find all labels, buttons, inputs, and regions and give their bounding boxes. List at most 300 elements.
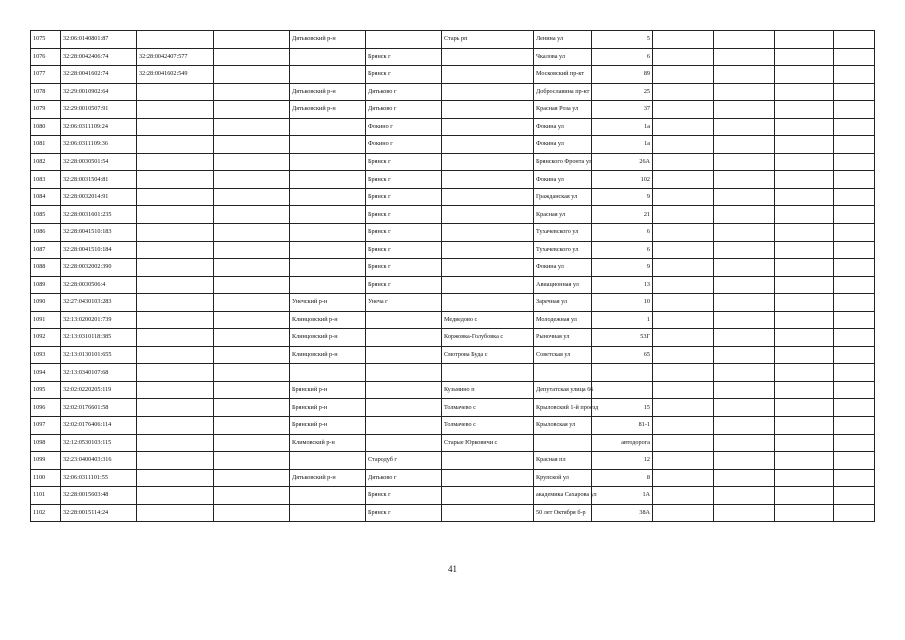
cell-kn2 (137, 346, 214, 364)
cell-city: Брянск г (366, 206, 442, 224)
cell-kn: 32:02:0176601:58 (61, 399, 137, 417)
cell-street: Брянского Фронта ул (534, 153, 592, 171)
table-row (31, 399, 875, 417)
cell-district: Брянский р-н (290, 381, 366, 399)
cell-kn2 (137, 434, 214, 452)
cell-street: Московский пр-кт (534, 66, 592, 84)
empty-cell (653, 241, 714, 259)
cell-city: Брянск г (366, 224, 442, 242)
cell-n: 1078 (31, 83, 61, 101)
cell-city: Брянск г (366, 241, 442, 259)
empty-cell (834, 48, 875, 66)
cell-district (290, 153, 366, 171)
cell-settlement (442, 188, 534, 206)
cell-house: 15 (592, 399, 653, 417)
table-row (31, 487, 875, 505)
empty-cell (653, 294, 714, 312)
empty-cell (214, 118, 290, 136)
empty-cell (775, 48, 834, 66)
empty-cell (214, 31, 290, 49)
cell-city: Брянск г (366, 504, 442, 522)
table-row (31, 171, 875, 189)
cell-district: Дятьковский р-н (290, 83, 366, 101)
cell-n: 1088 (31, 259, 61, 277)
cell-district: Климовский р-н (290, 434, 366, 452)
empty-cell (714, 487, 775, 505)
cell-n: 1086 (31, 224, 61, 242)
cell-kn2: 32:28:0041602:549 (137, 66, 214, 84)
empty-cell (214, 452, 290, 470)
cell-street: Красная ул (534, 206, 592, 224)
empty-cell (775, 294, 834, 312)
cell-n: 1090 (31, 294, 61, 312)
cell-kn2 (137, 171, 214, 189)
table-row (31, 329, 875, 347)
empty-cell (834, 434, 875, 452)
table-row (31, 276, 875, 294)
cell-kn: 32:12:0530103:115 (61, 434, 137, 452)
cell-city (366, 311, 442, 329)
empty-cell (653, 329, 714, 347)
empty-cell (653, 66, 714, 84)
empty-cell (834, 469, 875, 487)
empty-cell (834, 101, 875, 119)
cell-house: 6 (592, 48, 653, 66)
empty-cell (775, 224, 834, 242)
cell-kn: 32:06:0311109:24 (61, 118, 137, 136)
empty-cell (714, 434, 775, 452)
empty-cell (714, 259, 775, 277)
cell-settlement (442, 48, 534, 66)
cell-city (366, 364, 442, 382)
cell-district: Дятьковский р-н (290, 101, 366, 119)
empty-cell (775, 381, 834, 399)
empty-cell (834, 487, 875, 505)
cell-settlement (442, 101, 534, 119)
cell-n: 1092 (31, 329, 61, 347)
cell-house (592, 364, 653, 382)
cell-district (290, 224, 366, 242)
cell-district (290, 504, 366, 522)
empty-cell (714, 417, 775, 435)
cell-kn2 (137, 399, 214, 417)
table-row (31, 188, 875, 206)
cell-settlement: Старь рп (442, 31, 534, 49)
cell-n: 1089 (31, 276, 61, 294)
empty-cell (214, 504, 290, 522)
empty-cell (834, 206, 875, 224)
cell-kn: 32:28:0032002:390 (61, 259, 137, 277)
empty-cell (653, 188, 714, 206)
empty-cell (714, 206, 775, 224)
cell-kn: 32:23:0400403:316 (61, 452, 137, 470)
cell-n: 1080 (31, 118, 61, 136)
cell-house: 26А (592, 153, 653, 171)
cell-n: 1096 (31, 399, 61, 417)
cell-kn2 (137, 364, 214, 382)
cell-city (366, 399, 442, 417)
cell-street: Ленина ул (534, 31, 592, 49)
table-row (31, 434, 875, 452)
cell-n: 1101 (31, 487, 61, 505)
empty-cell (775, 329, 834, 347)
cell-kn2 (137, 276, 214, 294)
empty-cell (214, 136, 290, 154)
table-row (31, 381, 875, 399)
cell-city: Брянск г (366, 66, 442, 84)
empty-cell (834, 241, 875, 259)
empty-cell (653, 206, 714, 224)
empty-cell (214, 153, 290, 171)
empty-cell (775, 487, 834, 505)
empty-cell (834, 118, 875, 136)
empty-cell (653, 364, 714, 382)
empty-cell (214, 364, 290, 382)
empty-cell (834, 346, 875, 364)
cell-house: 25 (592, 83, 653, 101)
cell-n: 1076 (31, 48, 61, 66)
cell-house: 5 (592, 31, 653, 49)
cell-street: Фокина ул (534, 171, 592, 189)
empty-cell (775, 66, 834, 84)
cell-street: Крыловский 1-й проезд (534, 399, 592, 417)
empty-cell (834, 31, 875, 49)
cell-n: 1075 (31, 31, 61, 49)
cell-house: 1а (592, 118, 653, 136)
cell-n: 1099 (31, 452, 61, 470)
cell-settlement (442, 136, 534, 154)
cell-kn2 (137, 381, 214, 399)
cell-street: Доброславина пр-кт (534, 83, 592, 101)
empty-cell (834, 259, 875, 277)
cell-district (290, 487, 366, 505)
cell-kn: 32:28:0041510:183 (61, 224, 137, 242)
cell-settlement (442, 276, 534, 294)
cell-city (366, 329, 442, 347)
cell-street (534, 434, 592, 452)
table-row (31, 452, 875, 470)
cell-city: Брянск г (366, 276, 442, 294)
cell-settlement (442, 153, 534, 171)
empty-cell (834, 329, 875, 347)
cell-city (366, 381, 442, 399)
empty-cell (214, 311, 290, 329)
cell-kn2 (137, 83, 214, 101)
cell-house: 21 (592, 206, 653, 224)
empty-cell (834, 399, 875, 417)
cell-kn2 (137, 452, 214, 470)
empty-cell (775, 171, 834, 189)
empty-cell (214, 66, 290, 84)
empty-cell (775, 136, 834, 154)
table-row (31, 66, 875, 84)
table-row (31, 31, 875, 49)
cell-house: 6 (592, 241, 653, 259)
table-row (31, 417, 875, 435)
cell-house: 1А (592, 487, 653, 505)
empty-cell (714, 346, 775, 364)
empty-cell (714, 188, 775, 206)
empty-cell (714, 294, 775, 312)
empty-cell (775, 469, 834, 487)
cell-district (290, 118, 366, 136)
empty-cell (653, 434, 714, 452)
cell-n: 1091 (31, 311, 61, 329)
empty-cell (834, 188, 875, 206)
cell-settlement: Толмачево с (442, 399, 534, 417)
cell-house: 8 (592, 469, 653, 487)
cell-district: Дятьковский р-н (290, 469, 366, 487)
cell-street: Тухачевского ул (534, 241, 592, 259)
empty-cell (653, 346, 714, 364)
empty-cell (653, 171, 714, 189)
cell-kn: 32:02:0220205:119 (61, 381, 137, 399)
cell-district: Брянский р-н (290, 417, 366, 435)
cell-settlement (442, 504, 534, 522)
empty-cell (714, 311, 775, 329)
cell-settlement (442, 487, 534, 505)
cell-house: 13 (592, 276, 653, 294)
cell-n: 1083 (31, 171, 61, 189)
empty-cell (714, 329, 775, 347)
table-row (31, 311, 875, 329)
cell-district (290, 188, 366, 206)
cell-kn: 32:13:0200201:739 (61, 311, 137, 329)
cell-house (592, 381, 653, 399)
cell-kn2 (137, 504, 214, 522)
cell-kn2 (137, 31, 214, 49)
cell-kn2 (137, 487, 214, 505)
cell-district: Унечский р-н (290, 294, 366, 312)
cell-district (290, 259, 366, 277)
cell-n: 1081 (31, 136, 61, 154)
empty-cell (214, 434, 290, 452)
empty-cell (834, 504, 875, 522)
cell-settlement (442, 118, 534, 136)
table-row (31, 48, 875, 66)
empty-cell (775, 241, 834, 259)
empty-cell (214, 206, 290, 224)
cell-kn2 (137, 136, 214, 154)
empty-cell (714, 48, 775, 66)
cell-kn: 32:28:0015114:24 (61, 504, 137, 522)
cell-kn2 (137, 206, 214, 224)
cell-kn: 32:28:0030506:4 (61, 276, 137, 294)
cell-settlement: Толмачево с (442, 417, 534, 435)
table-row (31, 294, 875, 312)
registry-table (30, 30, 875, 522)
empty-cell (775, 153, 834, 171)
cell-n: 1095 (31, 381, 61, 399)
empty-cell (714, 381, 775, 399)
cell-city (366, 346, 442, 364)
empty-cell (775, 399, 834, 417)
empty-cell (214, 259, 290, 277)
empty-cell (214, 83, 290, 101)
cell-house: автодорога (592, 434, 653, 452)
cell-settlement (442, 364, 534, 382)
empty-cell (775, 276, 834, 294)
cell-kn: 32:02:0176406:114 (61, 417, 137, 435)
empty-cell (653, 224, 714, 242)
cell-kn: 32:27:0430103:283 (61, 294, 137, 312)
cell-house: 89 (592, 66, 653, 84)
table-row (31, 241, 875, 259)
cell-settlement: Смотрова Буда с (442, 346, 534, 364)
cell-city (366, 417, 442, 435)
cell-district (290, 48, 366, 66)
cell-kn2: 32:28:0042407:577 (137, 48, 214, 66)
cell-settlement (442, 66, 534, 84)
cell-city: Брянск г (366, 188, 442, 206)
cell-kn: 32:06:0311101:55 (61, 469, 137, 487)
cell-house: 81-1 (592, 417, 653, 435)
table-row (31, 504, 875, 522)
cell-city: Унеча г (366, 294, 442, 312)
empty-cell (653, 153, 714, 171)
table-row (31, 83, 875, 101)
empty-cell (714, 452, 775, 470)
cell-city: Дятьково г (366, 101, 442, 119)
empty-cell (834, 66, 875, 84)
cell-house: 65 (592, 346, 653, 364)
cell-n: 1079 (31, 101, 61, 119)
empty-cell (775, 31, 834, 49)
empty-cell (714, 136, 775, 154)
empty-cell (714, 241, 775, 259)
empty-cell (714, 276, 775, 294)
cell-kn: 32:28:0031601:235 (61, 206, 137, 224)
table-row (31, 101, 875, 119)
empty-cell (214, 294, 290, 312)
cell-district: Клинцовский р-н (290, 311, 366, 329)
empty-cell (775, 188, 834, 206)
empty-cell (214, 171, 290, 189)
cell-street: Красная Роза ул (534, 101, 592, 119)
table-row (31, 259, 875, 277)
empty-cell (653, 452, 714, 470)
cell-district (290, 241, 366, 259)
cell-house: 53Г (592, 329, 653, 347)
cell-n: 1097 (31, 417, 61, 435)
empty-cell (775, 504, 834, 522)
cell-city: Брянск г (366, 487, 442, 505)
empty-cell (214, 101, 290, 119)
cell-n: 1082 (31, 153, 61, 171)
cell-kn: 32:13:0130101:655 (61, 346, 137, 364)
empty-cell (214, 276, 290, 294)
empty-cell (214, 487, 290, 505)
cell-kn: 32:29:0010902:64 (61, 83, 137, 101)
cell-kn: 32:28:0042406:74 (61, 48, 137, 66)
cell-house: 9 (592, 188, 653, 206)
cell-district (290, 136, 366, 154)
cell-street: Фокина ул (534, 259, 592, 277)
cell-district (290, 206, 366, 224)
empty-cell (775, 101, 834, 119)
empty-cell (834, 171, 875, 189)
empty-cell (834, 136, 875, 154)
cell-n: 1098 (31, 434, 61, 452)
cell-kn2 (137, 224, 214, 242)
cell-house: 1а (592, 136, 653, 154)
empty-cell (714, 504, 775, 522)
cell-street: академика Сахарова ул (534, 487, 592, 505)
empty-cell (775, 364, 834, 382)
cell-kn2 (137, 469, 214, 487)
cell-kn2 (137, 118, 214, 136)
cell-kn: 32:28:0032014:91 (61, 188, 137, 206)
cell-city (366, 434, 442, 452)
empty-cell (714, 83, 775, 101)
cell-house: 37 (592, 101, 653, 119)
cell-street: 50 лет Октября б-р (534, 504, 592, 522)
empty-cell (714, 364, 775, 382)
cell-house: 12 (592, 452, 653, 470)
empty-cell (775, 311, 834, 329)
cell-n: 1102 (31, 504, 61, 522)
empty-cell (653, 118, 714, 136)
table-row (31, 224, 875, 242)
empty-cell (714, 101, 775, 119)
cell-house: 9 (592, 259, 653, 277)
empty-cell (653, 311, 714, 329)
empty-cell (653, 31, 714, 49)
table-row (31, 153, 875, 171)
cell-city: Дятьково г (366, 469, 442, 487)
cell-street: Гражданская ул (534, 188, 592, 206)
empty-cell (653, 487, 714, 505)
cell-settlement (442, 259, 534, 277)
cell-settlement (442, 206, 534, 224)
cell-district (290, 276, 366, 294)
cell-district: Дятьковский р-н (290, 31, 366, 49)
cell-city: Брянск г (366, 171, 442, 189)
empty-cell (653, 276, 714, 294)
cell-street: Чкалова ул (534, 48, 592, 66)
empty-cell (714, 224, 775, 242)
cell-house: 38А (592, 504, 653, 522)
empty-cell (214, 399, 290, 417)
empty-cell (834, 153, 875, 171)
cell-settlement (442, 171, 534, 189)
cell-kn2 (137, 241, 214, 259)
cell-kn2 (137, 101, 214, 119)
cell-street: Крыловская ул (534, 417, 592, 435)
cell-kn: 32:28:0030501:54 (61, 153, 137, 171)
empty-cell (714, 153, 775, 171)
cell-settlement (442, 241, 534, 259)
empty-cell (775, 83, 834, 101)
empty-cell (775, 206, 834, 224)
cell-city: Брянск г (366, 259, 442, 277)
cell-kn: 32:13:0340107:68 (61, 364, 137, 382)
cell-city: Брянск г (366, 48, 442, 66)
cell-district: Брянский р-н (290, 399, 366, 417)
empty-cell (653, 136, 714, 154)
cell-settlement (442, 83, 534, 101)
cell-settlement: Кузьмино п (442, 381, 534, 399)
cell-street: Красная пл (534, 452, 592, 470)
empty-cell (834, 381, 875, 399)
empty-cell (653, 381, 714, 399)
empty-cell (214, 469, 290, 487)
cell-settlement (442, 452, 534, 470)
cell-settlement: Медведово с (442, 311, 534, 329)
cell-n: 1094 (31, 364, 61, 382)
cell-street: Крупской ул (534, 469, 592, 487)
table-row (31, 136, 875, 154)
